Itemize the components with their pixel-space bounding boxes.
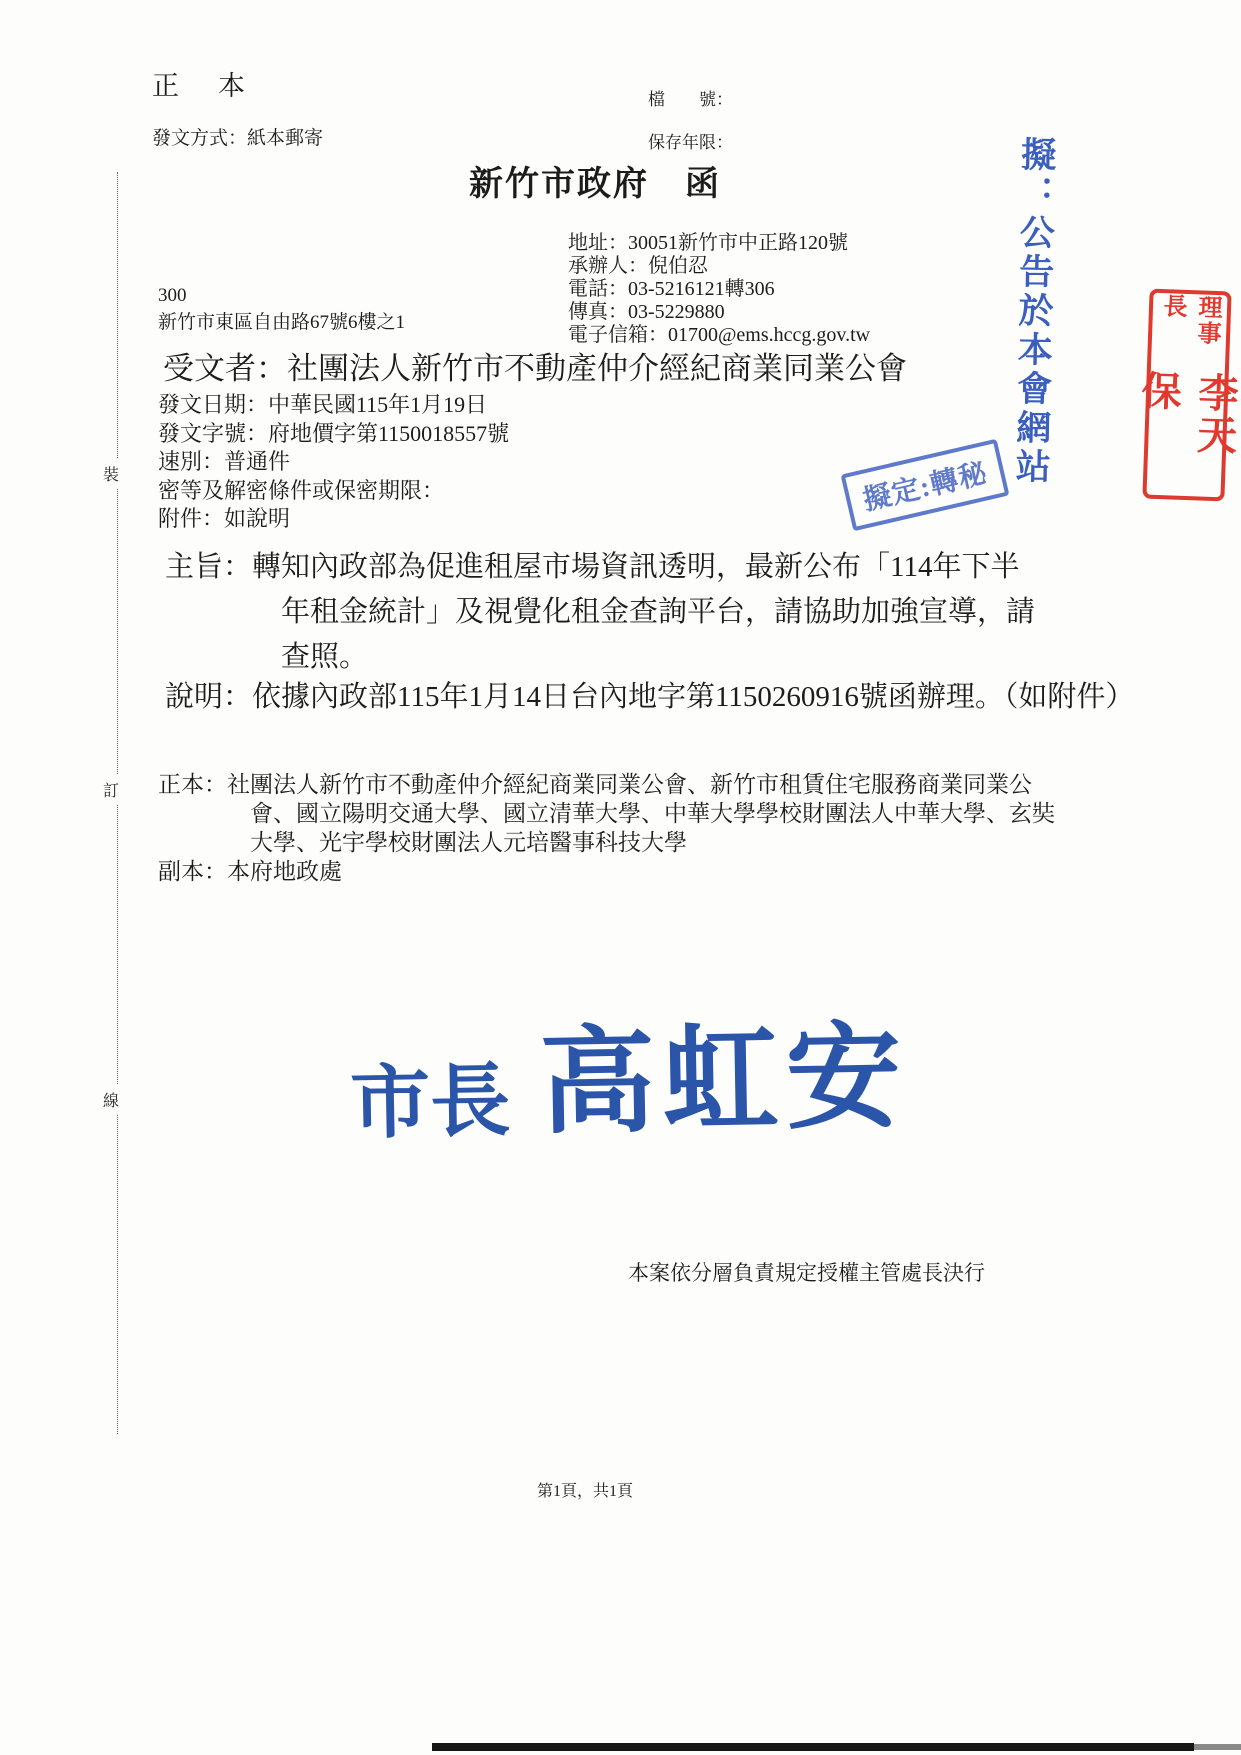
- handwritten-annotation: 擬：公告於本會網站: [1010, 135, 1057, 488]
- agency-address: 地址：30051新竹市中正路120號: [568, 232, 848, 254]
- subject-text: 轉知內政部為促進租屋市場資訊透明，最新公布「114年下半年租金統計」及視覺化租金查詢平台，請協助加強宣導，請查照。: [252, 551, 1036, 673]
- mayor-title: 市長: [349, 1058, 512, 1149]
- chairman-seal-stamp: [1135, 289, 1239, 502]
- retention-period-label: 保存年限：: [648, 133, 733, 152]
- page-number-footer: 第1頁，共1頁: [536, 1483, 633, 1500]
- cc-copies-line: [158, 857, 1060, 886]
- binding-mark-ding: 訂: [103, 775, 119, 804]
- copy-type-label: 正 本: [152, 71, 251, 101]
- issue-number: 發文字號：府地價字第1150018557號: [158, 420, 510, 446]
- cc-copies-text: 本府地政處: [227, 859, 342, 884]
- recipient-zip: 300: [158, 285, 187, 306]
- document-title: 新竹市政府 函: [469, 166, 721, 203]
- explanation-text: 依據內政部115年1月14日台內地字第1150260916號函辦理。（如附件）: [252, 681, 1135, 713]
- original-copies-line: [158, 770, 1060, 857]
- approval-stamp: 擬定:轉秘: [841, 439, 1010, 532]
- document-meta-block: [158, 391, 509, 534]
- mayor-name: 高虹安: [538, 1014, 911, 1148]
- delivery-method: 發文方式：紙本郵寄: [152, 128, 324, 149]
- authorization-note: 本案依分層負責規定授權主管處長決行: [628, 1261, 985, 1285]
- attachment: 附件：如說明: [158, 506, 291, 531]
- binding-mark-xian: 線: [103, 1085, 119, 1114]
- mayor-signature: [349, 1014, 911, 1149]
- subject-label: 主旨：: [165, 551, 253, 583]
- explanation-section: [165, 675, 1165, 720]
- scan-edge-artifact: [432, 1743, 1194, 1751]
- chairman-seal-title: 理事長: [1158, 292, 1221, 348]
- distribution-block: [158, 770, 1060, 886]
- agency-email: 電子信箱：01700@ems.hccg.gov.tw: [568, 324, 871, 346]
- priority: 速別：普通件: [158, 449, 291, 474]
- agency-contact-person: 承辦人：倪伯忍: [568, 255, 708, 277]
- recipient-street: 新竹市東區自由路67號6樓之1: [158, 312, 406, 333]
- chairman-seal-name: 李天保: [1135, 369, 1239, 457]
- classification: 密等及解密條件或保密期限：: [158, 477, 445, 503]
- agency-fax: 傳真：03-5229880: [568, 301, 725, 323]
- scan-edge-artifact-light: [1194, 1744, 1241, 1750]
- recipient-line: 受文者：社團法人新竹市不動產仲介經紀商業同業公會: [163, 351, 907, 386]
- original-copies-text: 社團法人新竹市不動產仲介經紀商業同業公會、新竹市租賃住宅服務商業同業公會、國立陽明交通大學、國立清華大學、中華大學學校財團法人中華大學、玄奘大學、光宇學校財團法人元培醫事科技大學: [227, 772, 1055, 855]
- original-copies-label: 正本：: [158, 772, 227, 797]
- agency-contact-block: [568, 232, 870, 347]
- agency-phone: 電話：03-5216121轉306: [568, 278, 775, 300]
- cc-copies-label: 副本：: [158, 859, 227, 884]
- explanation-label: 說明：: [165, 681, 253, 713]
- binding-mark-zhuang: 裝: [103, 459, 119, 488]
- subject-section: [165, 545, 1037, 680]
- issue-date: 發文日期：中華民國115年1月19日: [158, 392, 488, 417]
- file-number-label: 檔 號：: [648, 90, 733, 109]
